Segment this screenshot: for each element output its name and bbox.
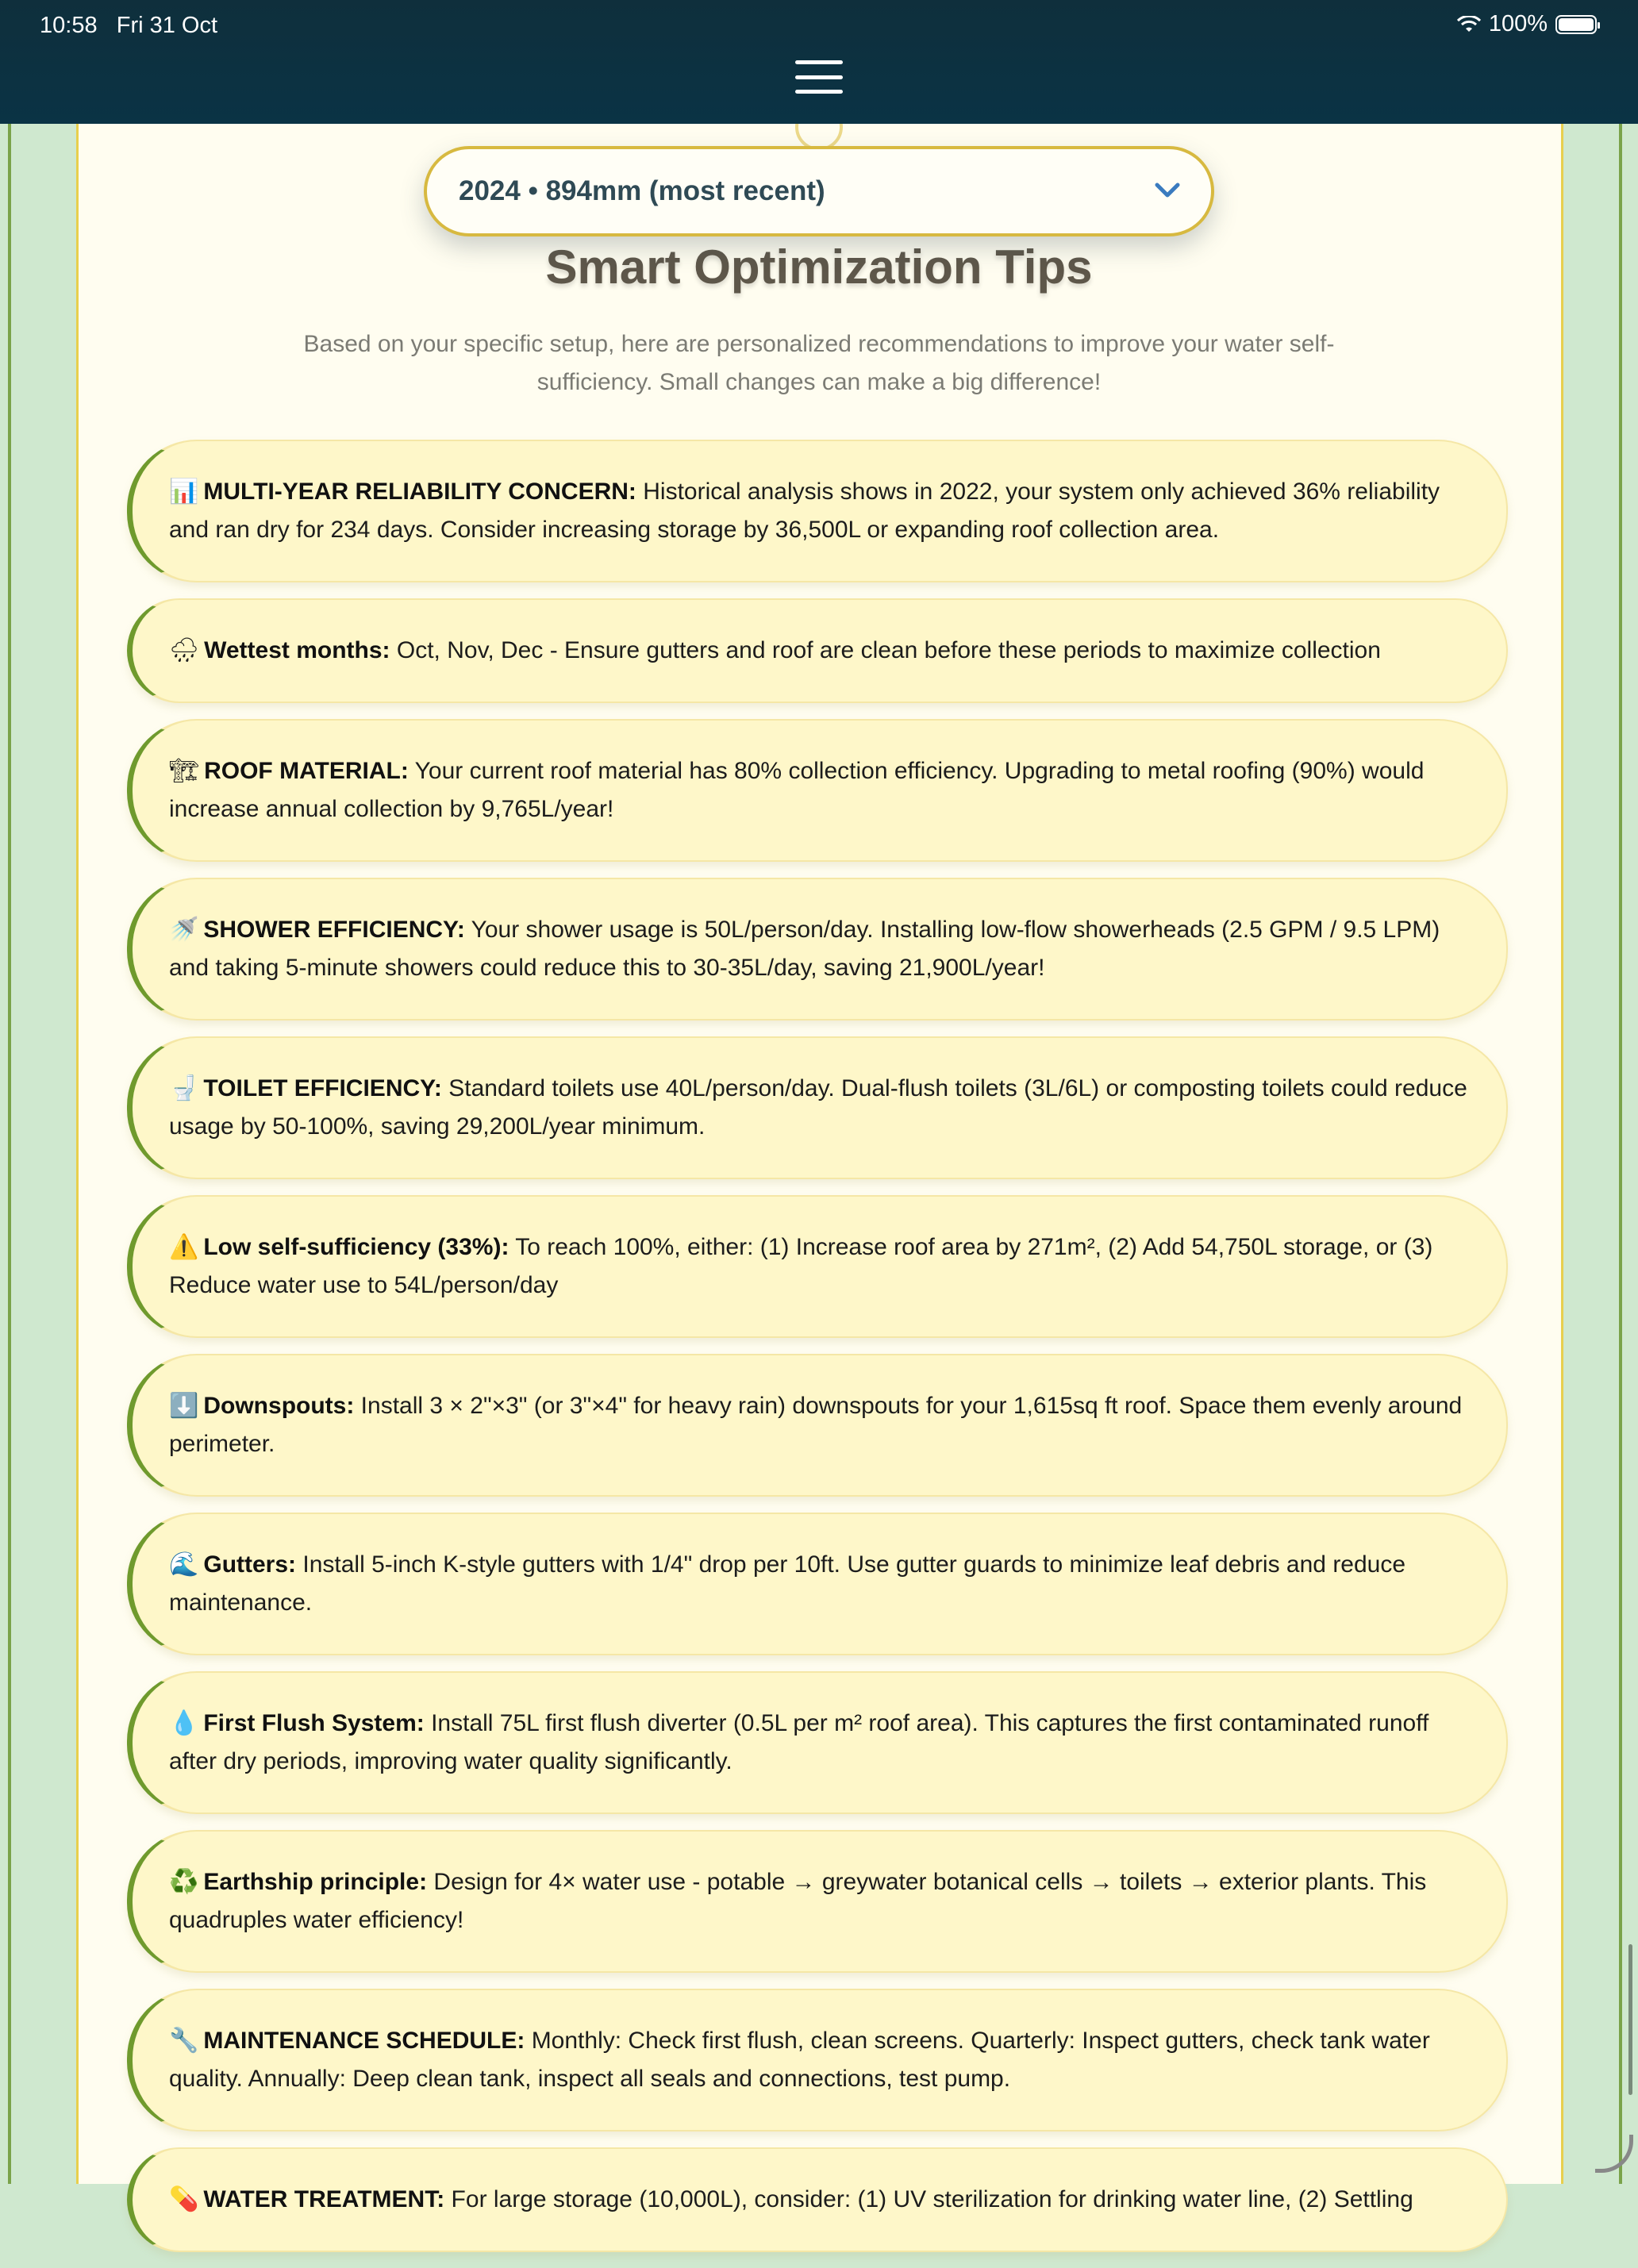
battery-percent: 100% bbox=[1488, 11, 1548, 37]
tip-label: Downspouts: bbox=[203, 1393, 355, 1419]
tip-text: Design for 4× water use - potable → greywater botanical cells → toilets → exterior plants. This quadruples water efficiency! bbox=[169, 1869, 1427, 1933]
tip-item bbox=[127, 1354, 1508, 1497]
left-border-strip bbox=[8, 124, 11, 2184]
scrollbar-thumb[interactable] bbox=[1628, 1944, 1632, 2095]
tip-label: Earthship principle: bbox=[203, 1869, 428, 1895]
rain-cloud-icon: 🌧 bbox=[169, 636, 200, 664]
tip-label: Wettest months: bbox=[204, 637, 390, 663]
tip-item bbox=[127, 440, 1508, 582]
status-time bbox=[40, 13, 217, 39]
tip-item bbox=[127, 1195, 1508, 1338]
bar-chart-icon: 📊 bbox=[169, 478, 199, 505]
tips-list bbox=[127, 440, 1508, 2268]
shower-icon: 🚿 bbox=[169, 916, 199, 944]
tip-text: Oct, Nov, Dec - Ensure gutters and roof are clean before these periods to maximize collection bbox=[390, 637, 1381, 663]
tip-label: WATER TREATMENT: bbox=[203, 2186, 445, 2212]
tip-item bbox=[127, 1036, 1508, 1179]
wrench-icon: 🔧 bbox=[169, 2027, 199, 2055]
page-subtitle: Based on your specific setup, here are personalized recommendations to improve your water self-sufficiency. Small changes can make a big difference! bbox=[303, 331, 1335, 395]
tip-text: For large storage (10,000L), consider: (1) UV sterilization for drinking water line, (2) Settling bbox=[444, 2186, 1413, 2212]
down-arrow-icon: ⬇️ bbox=[169, 1392, 199, 1420]
page-title: Smart Optimization Tips bbox=[545, 240, 1093, 294]
tip-text: Your shower usage is 50L/person/day. Installing low-flow showerheads (2.5 GPM / 9.5 LPM) and taking 5-minute showers could reduce this to 30-35L/day, saving 21,900L/year! bbox=[169, 917, 1440, 981]
tip-item bbox=[127, 598, 1508, 703]
right-border-strip bbox=[1619, 124, 1622, 2184]
top-bar bbox=[0, 0, 1638, 124]
tip-text: Install 5-inch K-style gutters with 1/4" drop per 10ft. Use gutter guards to minimize leaf debris and reduce maintenance. bbox=[169, 1551, 1406, 1616]
droplet-icon: 💧 bbox=[169, 1709, 199, 1737]
construction-icon: 🏗 bbox=[169, 757, 200, 785]
tip-label: Low self-sufficiency (33%): bbox=[203, 1234, 509, 1260]
tip-item bbox=[127, 1513, 1508, 1655]
menu-hamburger-icon[interactable] bbox=[795, 60, 843, 94]
tip-label: First Flush System: bbox=[203, 1710, 425, 1736]
battery-icon bbox=[1555, 15, 1597, 34]
tip-item bbox=[127, 1830, 1508, 1973]
tip-label: Gutters: bbox=[203, 1551, 297, 1578]
tip-text: Historical analysis shows in 2022, your system only achieved 36% reliability and ran dry for 234 days. Consider increasing storage by 36,500L or expanding roof collection area. bbox=[169, 479, 1440, 543]
toilet-icon: 🚽 bbox=[169, 1074, 199, 1102]
tip-item bbox=[127, 1989, 1508, 2132]
tip-text: To reach 100%, either: (1) Increase roof area by 271m², (2) Add 54,750L storage, or (3) Reduce water use to 54L/person/day bbox=[169, 1234, 1433, 1298]
tip-item bbox=[127, 2147, 1508, 2252]
tip-text: Monthly: Check first flush, clean screens. Quarterly: Inspect gutters, check tank water quality. Annually: Deep clean tank, inspect all seals and connections, test pump. bbox=[169, 2028, 1430, 2092]
warning-icon: ⚠️ bbox=[169, 1233, 199, 1261]
resize-corner-icon bbox=[1595, 2135, 1633, 2173]
tip-text: Your current roof material has 80% collection efficiency. Upgrading to metal roofing (90%) would increase annual collection by 9,765L/year! bbox=[169, 758, 1425, 822]
tip-label: SHOWER EFFICIENCY: bbox=[203, 917, 465, 943]
chevron-down-icon bbox=[1154, 181, 1181, 200]
tip-item bbox=[127, 1671, 1508, 1814]
tip-text: Install 3 × 2"×3" (or 3"×4" for heavy rain) downspouts for your 1,615sq ft roof. Space them evenly around perimeter. bbox=[169, 1393, 1463, 1457]
status-indicators bbox=[1457, 11, 1597, 37]
tip-label: TOILET EFFICIENCY: bbox=[203, 1075, 442, 1101]
year-select-dropdown[interactable] bbox=[424, 146, 1214, 236]
tip-text: Install 75L first flush diverter (0.5L per m² roof area). This captures the first contaminated runoff after dry periods, improving water quality significantly. bbox=[169, 1710, 1429, 1774]
tip-label: MULTI-YEAR RELIABILITY CONCERN: bbox=[203, 479, 636, 505]
recycle-icon: ♻️ bbox=[169, 1868, 199, 1896]
wifi-icon bbox=[1457, 16, 1481, 33]
tip-label: ROOF MATERIAL: bbox=[204, 758, 409, 784]
tip-label: MAINTENANCE SCHEDULE: bbox=[203, 2028, 525, 2054]
wave-icon: 🌊 bbox=[169, 1551, 199, 1578]
tip-item bbox=[127, 719, 1508, 862]
year-select-value: 2024 • 894mm (most recent) bbox=[459, 175, 825, 206]
pill-icon: 💊 bbox=[169, 2185, 199, 2213]
tip-item bbox=[127, 878, 1508, 1021]
status-clock: 10:58 bbox=[40, 13, 98, 38]
tip-text: Standard toilets use 40L/person/day. Dual-flush toilets (3L/6L) or composting toilets could reduce usage by 50-100%, saving 29,200L/year minimum. bbox=[169, 1075, 1467, 1140]
status-date: Fri 31 Oct bbox=[116, 13, 218, 38]
